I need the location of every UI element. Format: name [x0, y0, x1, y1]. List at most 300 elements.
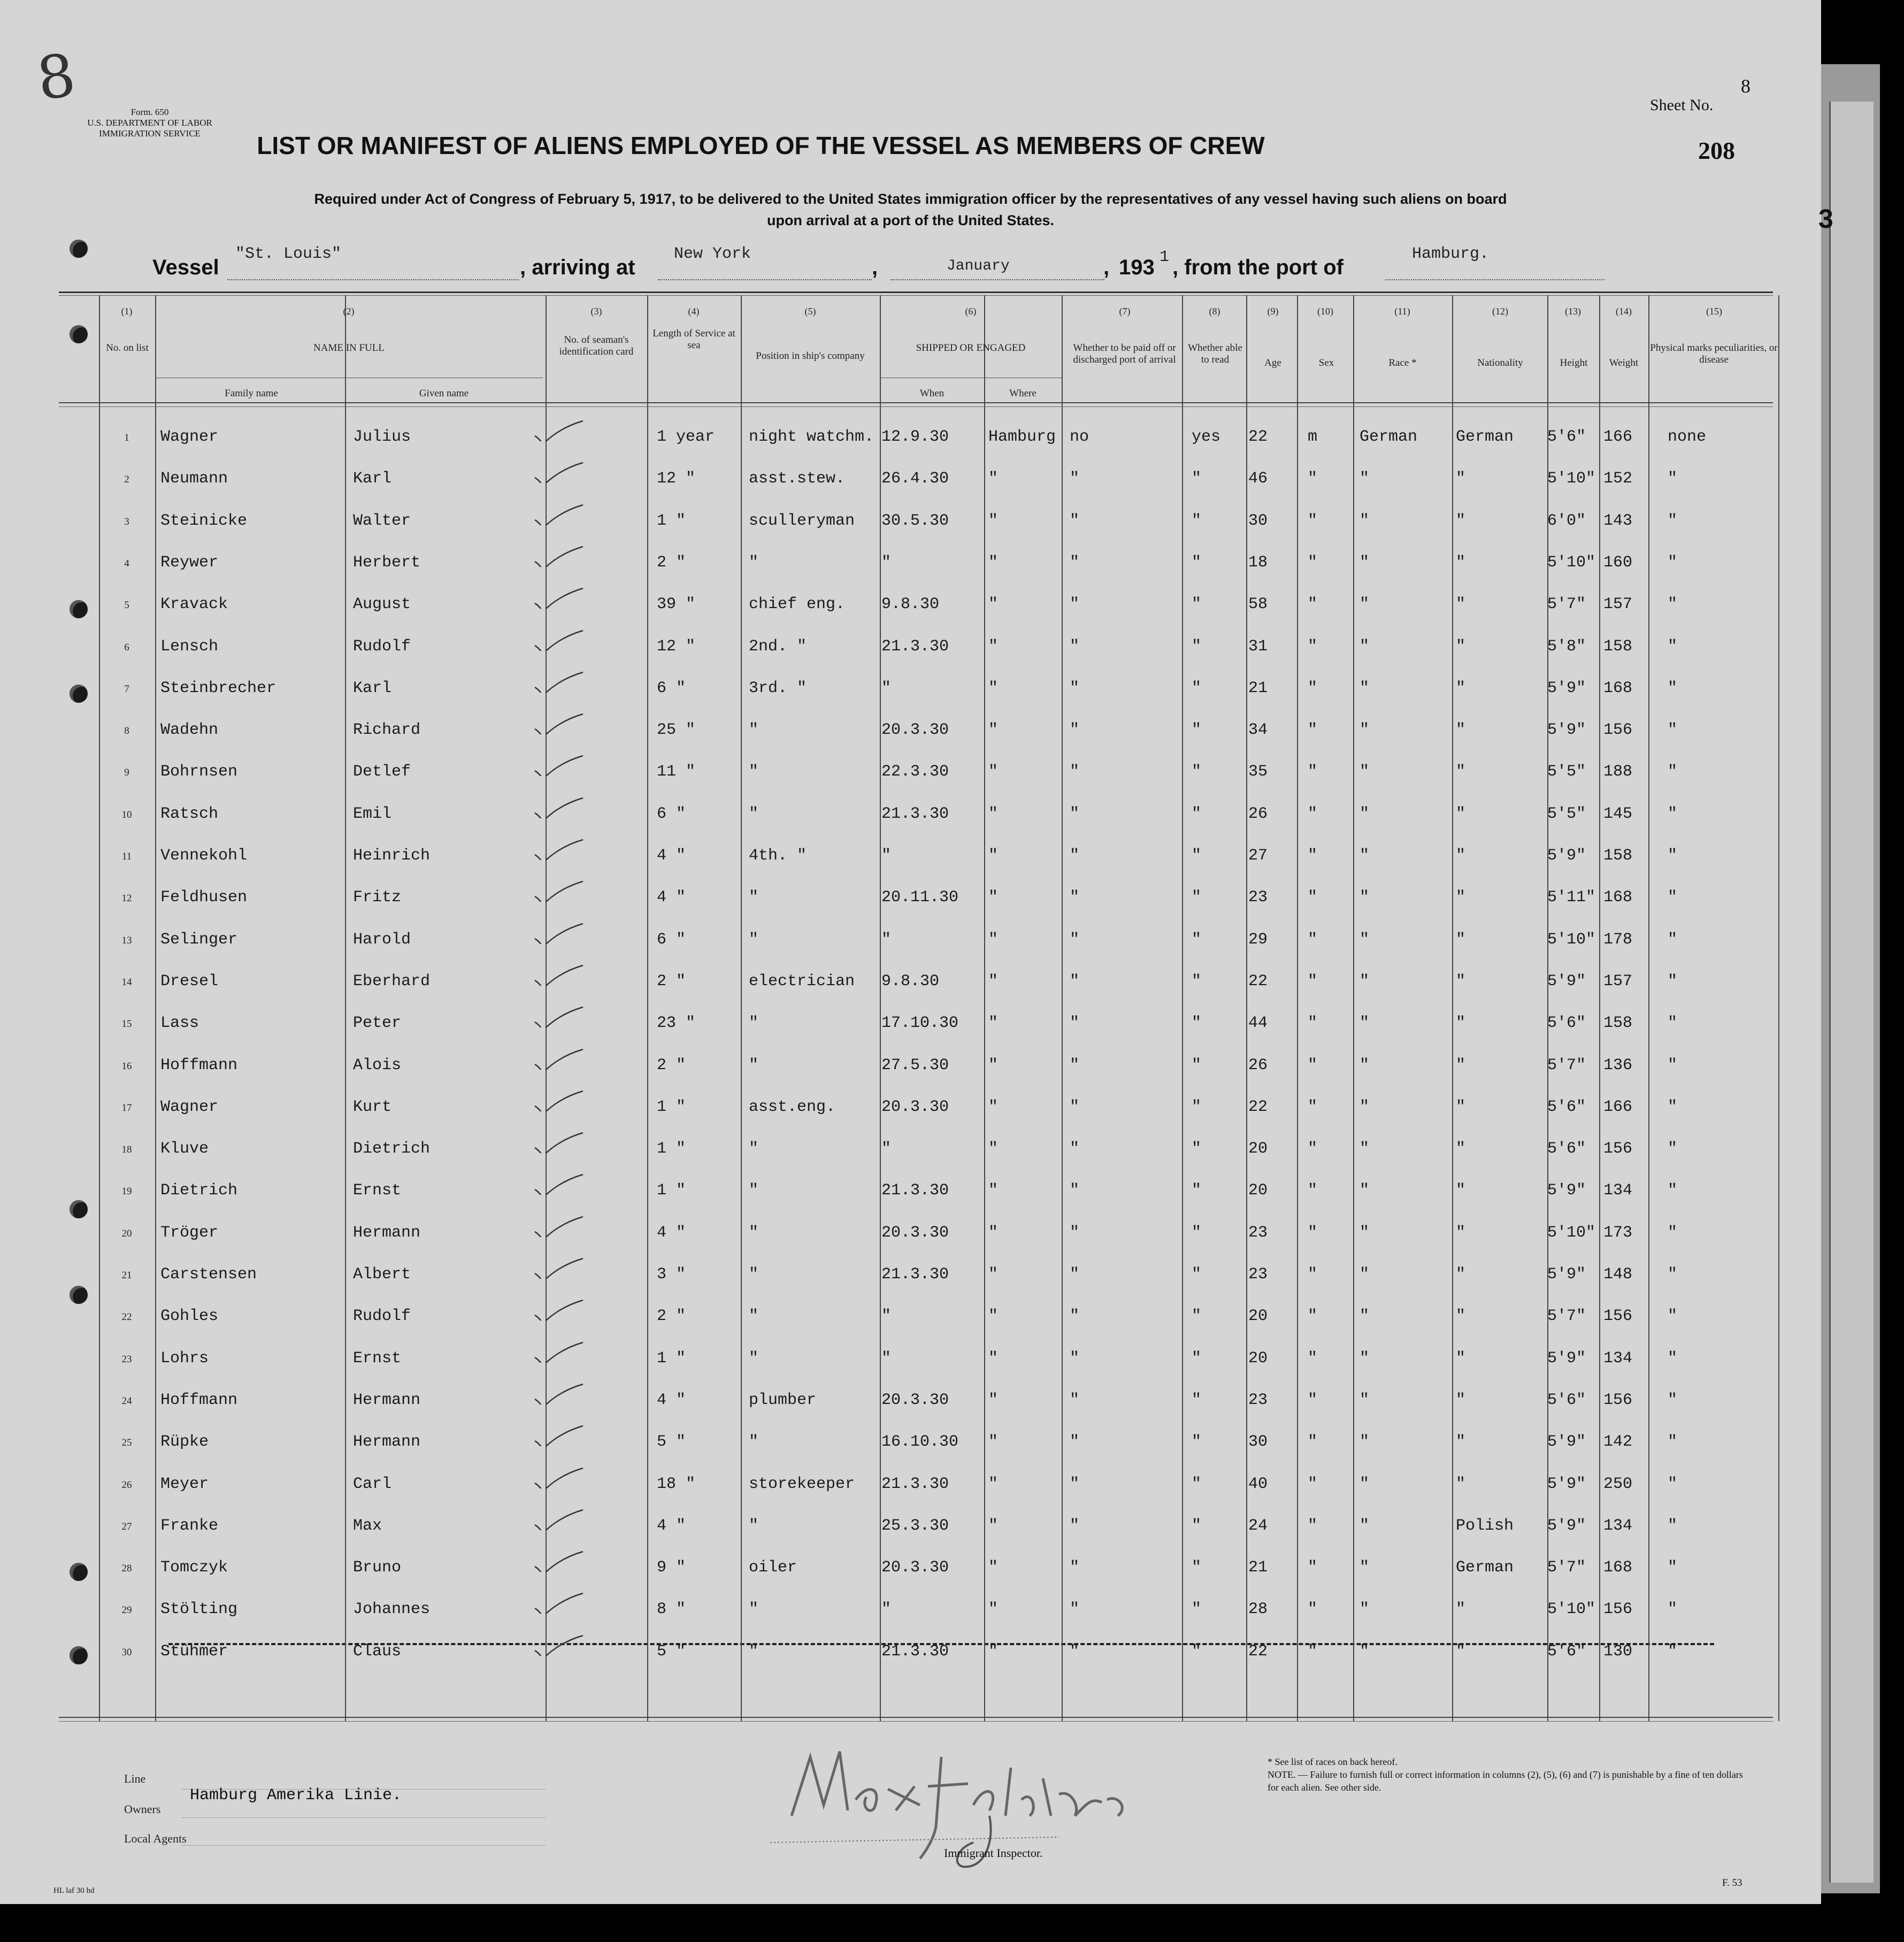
cell-height: 5'10"	[1547, 1600, 1596, 1618]
cell-race: "	[1360, 1014, 1370, 1032]
cell-nationality: "	[1456, 763, 1466, 781]
cell-given: Kurt	[353, 1098, 392, 1116]
cell-family: Vennekohl	[160, 847, 248, 865]
cell-age: 20	[1248, 1349, 1268, 1368]
local-agents-label: Local Agents	[124, 1832, 187, 1845]
cell-paid: "	[1070, 1391, 1080, 1409]
page-edge-inner	[1829, 102, 1874, 1883]
header-family-name: Family name	[225, 388, 278, 399]
cell-when: 30.5.30	[881, 512, 949, 530]
cell-family: Dresel	[160, 972, 219, 991]
cell-marks: "	[1668, 679, 1678, 697]
row-number: 9	[124, 767, 129, 778]
cell-service: 6 "	[657, 805, 686, 823]
cell-read: "	[1192, 1307, 1202, 1325]
cell-given: Detlef	[353, 763, 411, 781]
cell-position: "	[749, 1307, 759, 1325]
cell-position: "	[749, 1642, 759, 1661]
cell-service: 4 "	[657, 1517, 686, 1535]
row-number: 29	[121, 1605, 132, 1616]
cell-age: 28	[1248, 1600, 1268, 1618]
cell-where: "	[988, 1475, 999, 1493]
cell-where: "	[988, 1349, 999, 1368]
cell-height: 5'9"	[1547, 972, 1586, 991]
cell-position: "	[749, 1014, 759, 1032]
cell-service: 6 "	[657, 679, 686, 697]
cell-where: "	[988, 1265, 999, 1284]
cell-where: "	[988, 595, 999, 613]
cell-nationality: "	[1456, 1224, 1466, 1242]
cell-position: "	[749, 721, 759, 739]
cell-family: Stühmer	[160, 1642, 228, 1661]
cell-race: "	[1360, 847, 1370, 865]
cell-when: 25.3.30	[881, 1517, 949, 1535]
cell-read: "	[1192, 1014, 1202, 1032]
cell-paid: "	[1070, 847, 1080, 865]
cell-position: storekeeper	[749, 1475, 855, 1493]
cell-given: Rudolf	[353, 638, 411, 656]
column-line	[1246, 295, 1247, 1721]
row-number: 14	[121, 977, 132, 988]
checkmark-icon	[532, 1467, 586, 1488]
column-number: (14)	[1616, 306, 1632, 317]
cell-service: 2 "	[657, 554, 686, 572]
cell-family: Lohrs	[160, 1349, 209, 1368]
cell-sex: "	[1308, 1056, 1318, 1074]
cell-given: Eberhard	[353, 972, 431, 991]
cell-service: 2 "	[657, 972, 686, 991]
cell-height: 5'9"	[1547, 679, 1586, 697]
checkmark-icon	[532, 671, 586, 693]
cell-marks: none	[1668, 428, 1707, 446]
subtitle	[0, 188, 1821, 231]
cell-age: 22	[1248, 972, 1268, 991]
column-number: (4)	[688, 306, 700, 317]
cell-weight: 134	[1603, 1349, 1633, 1368]
row-number: 17	[121, 1102, 132, 1114]
row-number: 4	[124, 558, 129, 569]
cell-read: "	[1192, 1559, 1202, 1577]
footer-note	[1268, 1755, 1749, 1794]
cell-where: "	[988, 1600, 999, 1618]
cell-sex: "	[1308, 763, 1318, 781]
cell-race: "	[1360, 554, 1370, 572]
cell-height: 5'10"	[1547, 931, 1596, 949]
cell-race: "	[1360, 1056, 1370, 1074]
cell-service: 6 "	[657, 931, 686, 949]
subtitle-line-1: Required under Act of Congress of February 5, 1917, to be delivered to the United States immigration officer by the representatives of any vessel having such aliens on board	[314, 191, 1507, 207]
cell-service: 25 "	[657, 721, 696, 739]
cell-age: 22	[1248, 1642, 1268, 1661]
cell-when: 26.4.30	[881, 470, 949, 488]
cell-where: "	[988, 679, 999, 697]
cell-height: 5'10"	[1547, 1224, 1596, 1242]
cell-nationality: "	[1456, 1098, 1466, 1116]
cell-sex: "	[1308, 805, 1318, 823]
cell-sex: "	[1308, 721, 1318, 739]
cell-paid: "	[1070, 1349, 1080, 1368]
cell-when: "	[881, 1307, 892, 1325]
cell-read: "	[1192, 1517, 1202, 1535]
cell-read: "	[1192, 638, 1202, 656]
month: January	[947, 258, 1010, 274]
cell-read: "	[1192, 1056, 1202, 1074]
cell-nationality: "	[1456, 679, 1466, 697]
cell-service: 12 "	[657, 470, 696, 488]
cell-paid: "	[1070, 1307, 1080, 1325]
cell-race: "	[1360, 512, 1370, 530]
year-label: 193	[1119, 256, 1155, 279]
cell-read: "	[1192, 1349, 1202, 1368]
cell-read: "	[1192, 1475, 1202, 1493]
cell-nationality: Polish	[1456, 1517, 1514, 1535]
cell-height: 5'9"	[1547, 1475, 1586, 1493]
header-id-card: No. of seaman's identification card	[559, 334, 634, 357]
cell-weight: 156	[1603, 1600, 1633, 1618]
cell-height: 5'8"	[1547, 638, 1586, 656]
cell-paid: "	[1070, 1098, 1080, 1116]
row-number: 26	[121, 1479, 132, 1491]
cell-sex: "	[1308, 1349, 1318, 1368]
cell-when: "	[881, 679, 892, 697]
header-length-service: Length of Service at sea	[652, 328, 735, 351]
cell-given: Alois	[353, 1056, 402, 1074]
cell-where: "	[988, 554, 999, 572]
cell-sex: "	[1308, 1224, 1318, 1242]
cell-service: 1 "	[657, 1349, 686, 1368]
cell-position: "	[749, 1600, 759, 1618]
cell-race: "	[1360, 763, 1370, 781]
cell-nationality: "	[1456, 1181, 1466, 1200]
cell-marks: "	[1668, 554, 1678, 572]
header-bottom-rule	[59, 402, 1773, 403]
cell-height: 5'9"	[1547, 847, 1586, 865]
cell-read: "	[1192, 1391, 1202, 1409]
cell-given: Karl	[353, 470, 392, 488]
cell-sex: "	[1308, 1098, 1318, 1116]
cell-when: 20.3.30	[881, 1391, 949, 1409]
cell-age: 20	[1248, 1181, 1268, 1200]
cell-marks: "	[1668, 1475, 1678, 1493]
punch-hole	[70, 1646, 88, 1664]
cell-paid: "	[1070, 1517, 1080, 1535]
row-number: 21	[121, 1270, 132, 1281]
cell-given: Claus	[353, 1642, 402, 1661]
cell-read: "	[1192, 595, 1202, 613]
cell-weight: 148	[1603, 1265, 1633, 1284]
punch-hole	[70, 1563, 88, 1581]
cell-nationality: German	[1456, 428, 1514, 446]
column-number: (9)	[1267, 306, 1279, 317]
cell-weight: 250	[1603, 1475, 1633, 1493]
cell-where: "	[988, 805, 999, 823]
cell-family: Meyer	[160, 1475, 209, 1493]
cell-sex: "	[1308, 1559, 1318, 1577]
cell-race: "	[1360, 1559, 1370, 1577]
cell-given: Heinrich	[353, 847, 431, 865]
cell-given: Fritz	[353, 888, 402, 907]
cell-service: 23 "	[657, 1014, 696, 1032]
cell-where: "	[988, 1014, 999, 1032]
cell-position: 2nd. "	[749, 638, 807, 656]
cell-nationality: German	[1456, 1559, 1514, 1577]
cell-paid: "	[1070, 931, 1080, 949]
cell-age: 20	[1248, 1307, 1268, 1325]
checkmark-icon	[532, 1550, 586, 1572]
checkmark-icon	[532, 797, 586, 818]
cell-family: Stölting	[160, 1600, 238, 1618]
cell-weight: 142	[1603, 1433, 1633, 1451]
cell-race: "	[1360, 805, 1370, 823]
column-number: (13)	[1565, 306, 1581, 317]
cell-service: 11 "	[657, 763, 696, 781]
cell-weight: 157	[1603, 972, 1633, 991]
cell-race: "	[1360, 679, 1370, 697]
cell-marks: "	[1668, 1014, 1678, 1032]
cell-age: 30	[1248, 1433, 1268, 1451]
cell-marks: "	[1668, 1517, 1678, 1535]
cell-sex: "	[1308, 595, 1318, 613]
cell-height: 5'6"	[1547, 428, 1586, 446]
checkmark-icon	[532, 713, 586, 734]
stamp-number: 208	[1698, 137, 1735, 164]
cell-paid: "	[1070, 512, 1080, 530]
cell-sex: "	[1308, 1475, 1318, 1493]
cell-nationality: "	[1456, 721, 1466, 739]
cell-position: "	[749, 888, 759, 907]
cell-family: Steinbrecher	[160, 679, 277, 697]
cell-when: 27.5.30	[881, 1056, 949, 1074]
cell-age: 30	[1248, 512, 1268, 530]
header-age: Age	[1264, 357, 1281, 369]
cell-age: 40	[1248, 1475, 1268, 1493]
vessel-line	[0, 245, 1604, 288]
cell-position: chief eng.	[749, 595, 846, 613]
cell-when: "	[881, 1140, 892, 1158]
cell-paid: "	[1070, 679, 1080, 697]
cell-sex: "	[1308, 638, 1318, 656]
header-position: Position in ship's company	[756, 350, 865, 362]
checkmark-icon	[532, 1173, 586, 1195]
cell-where: "	[988, 1224, 999, 1242]
cell-nationality: "	[1456, 1014, 1466, 1032]
cell-paid: "	[1070, 972, 1080, 991]
owners-label: Owners	[124, 1802, 161, 1816]
cell-given: Albert	[353, 1265, 411, 1284]
cell-race: "	[1360, 1098, 1370, 1116]
checkmark-icon	[532, 755, 586, 776]
cell-weight: 168	[1603, 888, 1633, 907]
header-nationality: Nationality	[1477, 357, 1523, 369]
column-number: (6)	[965, 306, 977, 317]
cell-weight: 178	[1603, 931, 1633, 949]
cell-nationality: "	[1456, 1433, 1466, 1451]
cell-weight: 168	[1603, 1559, 1633, 1577]
cell-where: "	[988, 1181, 999, 1200]
cell-read: "	[1192, 805, 1202, 823]
cell-family: Lensch	[160, 638, 219, 656]
cell-read: "	[1192, 1600, 1202, 1618]
checkmark-icon	[532, 964, 586, 986]
cell-weight: 166	[1603, 1098, 1633, 1116]
cell-given: Carl	[353, 1475, 392, 1493]
column-line	[345, 295, 346, 1721]
cell-family: Kluve	[160, 1140, 209, 1158]
arriving-underline	[658, 279, 872, 280]
cell-marks: "	[1668, 595, 1678, 613]
owners-value: Hamburg Amerika Linie.	[190, 1786, 402, 1805]
cell-sex: "	[1308, 554, 1318, 572]
cell-family: Tomczyk	[160, 1559, 228, 1577]
cell-position: "	[749, 1140, 759, 1158]
cell-weight: 160	[1603, 554, 1633, 572]
vessel-label: Vessel	[152, 256, 219, 279]
row-number: 6	[124, 642, 129, 653]
cell-where: "	[988, 931, 999, 949]
line-label: Line	[124, 1772, 146, 1785]
table-top-rule	[59, 291, 1773, 293]
cell-family: Neumann	[160, 470, 228, 488]
row-number: 23	[121, 1354, 132, 1365]
cell-weight: 157	[1603, 595, 1633, 613]
cell-age: 23	[1248, 1391, 1268, 1409]
cell-height: 5'6"	[1547, 1642, 1586, 1661]
header-able-read: Whether able to read	[1188, 342, 1242, 365]
cell-where: "	[988, 1517, 999, 1535]
cell-family: Lass	[160, 1014, 199, 1032]
checkmark-icon	[532, 1425, 586, 1446]
handwritten-margin-mark: 8	[33, 40, 80, 114]
cell-marks: "	[1668, 805, 1678, 823]
cell-when: 21.3.30	[881, 1642, 949, 1661]
cell-height: 5'11"	[1547, 888, 1596, 907]
cell-sex: "	[1308, 1265, 1318, 1284]
vessel-name-underline	[227, 279, 519, 280]
cell-marks: "	[1668, 1349, 1678, 1368]
cell-age: 26	[1248, 805, 1268, 823]
cell-nationality: "	[1456, 512, 1466, 530]
note-text: NOTE. — Failure to furnish full or correct information in columns (2), (5), (6) and (7) is punishable by a fine of ten dollars for each alien. See other side.	[1268, 1769, 1743, 1793]
cell-given: Ernst	[353, 1349, 402, 1368]
column-number: (15)	[1706, 306, 1722, 317]
cell-marks: "	[1668, 763, 1678, 781]
cell-position: night watchm.	[749, 428, 874, 446]
cell-service: 5 "	[657, 1642, 686, 1661]
row-number: 15	[121, 1018, 132, 1030]
column-number: (12)	[1492, 306, 1508, 317]
header-paid-off: Whether to be paid off or discharged port of arrival	[1073, 342, 1176, 365]
cell-when: "	[881, 931, 892, 949]
row-number: 13	[121, 935, 132, 946]
row-number: 25	[121, 1437, 132, 1448]
cell-nationality: "	[1456, 1475, 1466, 1493]
cell-family: Hoffmann	[160, 1056, 238, 1074]
cell-when: "	[881, 1600, 892, 1618]
cell-position: asst.stew.	[749, 470, 846, 488]
cell-marks: "	[1668, 638, 1678, 656]
cell-marks: "	[1668, 1140, 1678, 1158]
row-number: 20	[121, 1228, 132, 1239]
checkmark-icon	[532, 923, 586, 944]
cell-weight: 158	[1603, 638, 1633, 656]
cell-family: Wadehn	[160, 721, 219, 739]
cell-nationality: "	[1456, 1307, 1466, 1325]
checkmark-icon	[532, 1592, 586, 1614]
cell-service: 3 "	[657, 1265, 686, 1284]
cell-height: 5'9"	[1547, 1433, 1586, 1451]
cell-age: 23	[1248, 888, 1268, 907]
cell-sex: "	[1308, 1600, 1318, 1618]
cell-read: "	[1192, 1098, 1202, 1116]
cell-race: "	[1360, 931, 1370, 949]
cell-nationality: "	[1456, 638, 1466, 656]
cell-height: 5'7"	[1547, 1056, 1586, 1074]
cell-age: 26	[1248, 1056, 1268, 1074]
cell-family: Kravack	[160, 595, 228, 613]
punch-hole	[70, 685, 88, 703]
cell-weight: 188	[1603, 763, 1633, 781]
cell-age: 22	[1248, 1098, 1268, 1116]
row-number: 22	[121, 1311, 132, 1323]
cell-read: "	[1192, 1181, 1202, 1200]
cell-weight: 156	[1603, 721, 1633, 739]
cell-family: Ratsch	[160, 805, 219, 823]
bottom-left-code: HL laf 30 hd	[53, 1886, 95, 1895]
owners-underline	[182, 1817, 546, 1818]
column-line	[647, 295, 648, 1721]
cell-marks: "	[1668, 721, 1678, 739]
cell-paid: "	[1070, 1475, 1080, 1493]
cell-when: "	[881, 847, 892, 865]
cell-where: "	[988, 888, 999, 907]
cell-position: "	[749, 1056, 759, 1074]
sheet-label: Sheet No.	[1650, 96, 1714, 114]
cell-race: "	[1360, 1224, 1370, 1242]
cell-height: 5'6"	[1547, 1140, 1586, 1158]
header-when: When	[919, 388, 945, 399]
cell-weight: 156	[1603, 1307, 1633, 1325]
cell-race: "	[1360, 1642, 1370, 1661]
department: U.S. DEPARTMENT OF LABOR	[87, 118, 212, 128]
cell-given: Hermann	[353, 1224, 421, 1242]
cell-read: "	[1192, 1433, 1202, 1451]
cell-position: "	[749, 805, 759, 823]
cell-given: Ernst	[353, 1181, 402, 1200]
header-no-on-list: No. on list	[106, 342, 149, 354]
cell-where: "	[988, 1391, 999, 1409]
column-number: (2)	[343, 306, 355, 317]
cell-marks: "	[1668, 972, 1678, 991]
column-number: (8)	[1209, 306, 1220, 317]
row-number: 3	[124, 516, 129, 527]
cell-race: "	[1360, 1391, 1370, 1409]
cell-sex: "	[1308, 1140, 1318, 1158]
cell-nationality: "	[1456, 1265, 1466, 1284]
cell-weight: 156	[1603, 1391, 1633, 1409]
row-number: 16	[121, 1061, 132, 1072]
cell-height: 5'9"	[1547, 1349, 1586, 1368]
header-race: Race *	[1388, 357, 1417, 369]
cell-nationality: "	[1456, 931, 1466, 949]
row-number: 7	[124, 684, 129, 695]
cell-read: "	[1192, 888, 1202, 907]
cell-when: "	[881, 1349, 892, 1368]
cell-race: "	[1360, 1307, 1370, 1325]
cell-age: 23	[1248, 1224, 1268, 1242]
cell-nationality: "	[1456, 595, 1466, 613]
cell-race: "	[1360, 595, 1370, 613]
cell-when: 9.8.30	[881, 595, 940, 613]
